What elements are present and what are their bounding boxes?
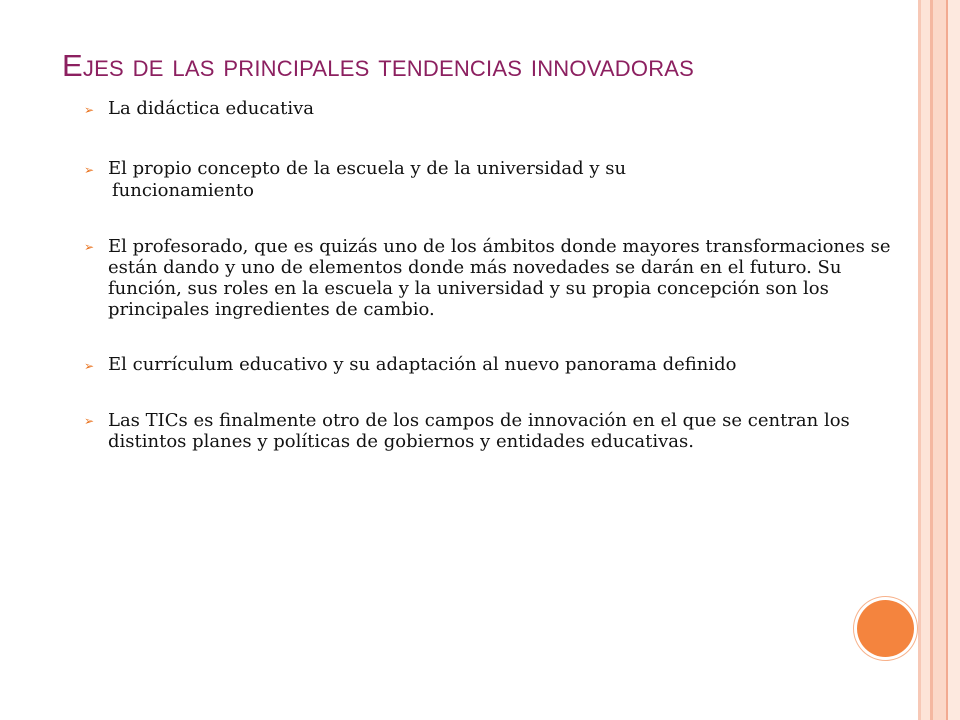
bullet-item — [84, 354, 904, 376]
bullet-text: El propio concepto de la escuela y de la universidad y su — [108, 158, 627, 179]
bullet-text: El profesorado, que es quizás uno de los ámbitos donde mayores transformaciones se están dando y uno de elementos donde más novedades se darán en el futuro. Su función, sus roles en la escuela y la universidad y su propia concepción son los principales ingredientes de cambio. — [108, 236, 891, 320]
bullet-text: El currículum educativo y su adaptación al nuevo panorama definido — [108, 354, 737, 375]
arrow-bullet-icon: ➢ — [84, 240, 95, 254]
bullet-continuation: funcionamiento — [112, 180, 254, 201]
arrow-bullet-icon: ➢ — [84, 414, 95, 428]
decorative-side-stripes — [918, 0, 960, 720]
arrow-bullet-icon: ➢ — [84, 163, 95, 177]
arrow-bullet-icon: ➢ — [84, 359, 95, 373]
bullet-text: Las TICs es finalmente otro de los campos de innovación en el que se centran los distintos planes y políticas de gobiernos y entidades educativas. — [108, 410, 850, 452]
bullet-item — [84, 410, 904, 452]
bullet-item — [84, 98, 904, 120]
slide-title: Ejes de las principales tendencias innovadoras — [62, 48, 695, 83]
orange-circle-decoration — [857, 600, 914, 657]
bullet-list — [84, 98, 904, 452]
bullet-text: La didáctica educativa — [108, 98, 315, 119]
bullet-item — [84, 236, 904, 320]
bullet-item — [84, 158, 904, 202]
arrow-bullet-icon: ➢ — [84, 103, 95, 117]
